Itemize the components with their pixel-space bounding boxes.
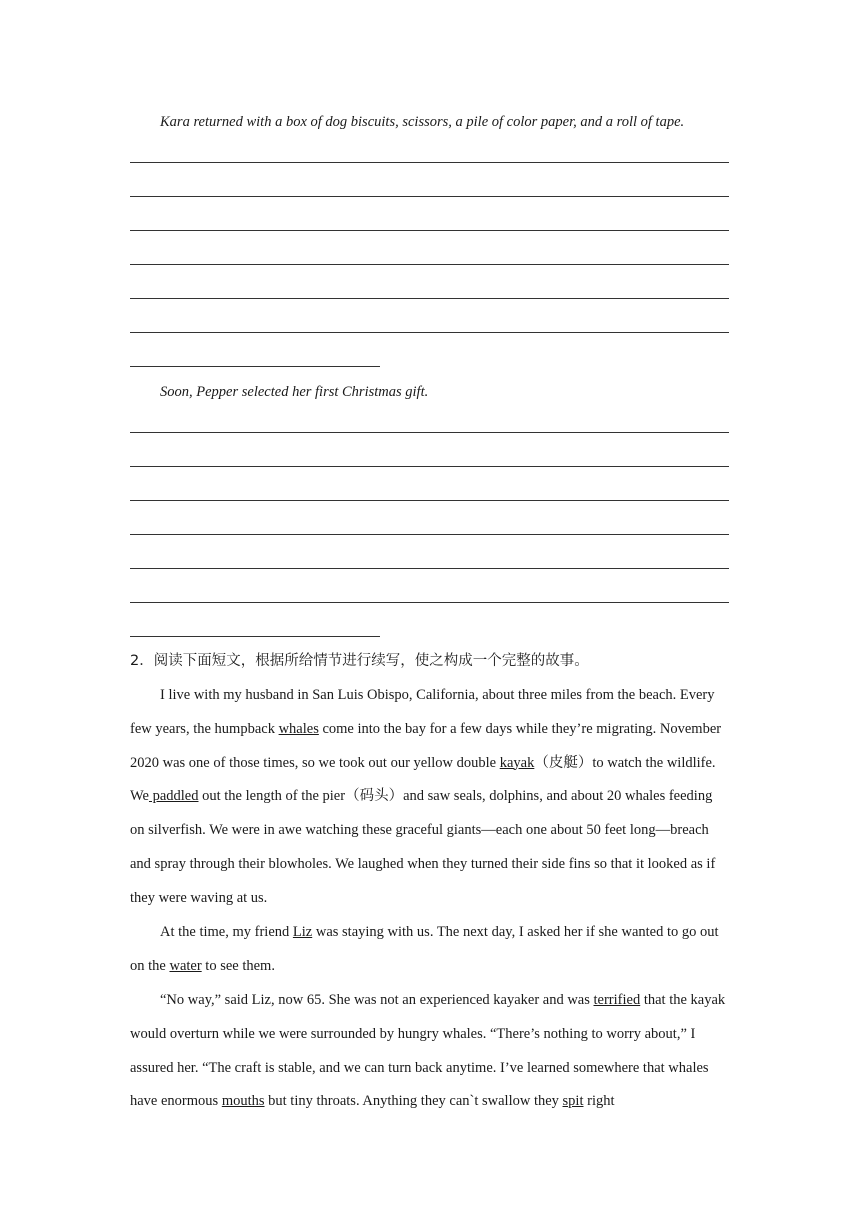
- answer-line: [130, 298, 729, 299]
- underlined-word: mouths: [221, 1093, 265, 1110]
- text-run: but tiny throats. Anything they can`t swallow they: [264, 1093, 563, 1110]
- text-run: （皮艇）to watch the wildlife. We: [130, 754, 716, 805]
- underlined-word: whales: [278, 720, 319, 737]
- answer-line: [130, 432, 729, 433]
- continuation-prompt-1: Kara returned with a box of dog biscuits, scissors, a pile of color paper, and a roll of tape.: [160, 114, 685, 130]
- underlined-word: water: [169, 957, 202, 974]
- answer-line: [130, 332, 729, 333]
- story-paragraph-1: [130, 679, 730, 916]
- story-paragraph-2: [130, 916, 730, 984]
- answer-line: [130, 636, 380, 637]
- underlined-word: paddled: [148, 788, 199, 805]
- answer-line: [130, 196, 729, 197]
- text-run: I live with my husband in San Luis Obispo, California, about three miles from the beach. Every few years, the humpback: [130, 687, 715, 737]
- text-run: “No way,” said Liz, now 65. She was not an experienced kayaker and was: [160, 992, 594, 1008]
- question-heading: 2．阅读下面短文，根据所给情节进行续写，使之构成一个完整的故事。: [130, 653, 589, 669]
- answer-line: [130, 568, 729, 569]
- answer-line: [130, 264, 729, 265]
- answer-line: [130, 534, 729, 535]
- text-run: come into the bay for a few days while they’re migrating. November 2020 was one of those times, so we took out our yellow double: [130, 720, 722, 771]
- continuation-prompt-2: Soon, Pepper selected her first Christmas gift.: [160, 384, 429, 400]
- underlined-word: Liz: [292, 924, 313, 940]
- answer-line: [130, 162, 729, 163]
- answer-line: [130, 500, 729, 501]
- underlined-word: kayak: [499, 754, 535, 771]
- answer-line: [130, 366, 380, 367]
- underlined-word: spit: [562, 1093, 584, 1110]
- underlined-word: terrified: [593, 992, 641, 1008]
- answer-line: [130, 602, 729, 603]
- answer-line: [130, 466, 729, 467]
- answer-line: [130, 230, 729, 231]
- text-run: At the time, my friend: [160, 924, 293, 940]
- text-run: that the kayak would overturn while we were surrounded by hungry whales. “There’s nothing to worry about,” I assured her. “The craft is stable, and we can turn back anytime. I’ve learned somewhere that whales have enormous: [130, 992, 726, 1110]
- text-run: was staying with us. The next day, I asked her if she wanted to go out on the: [130, 924, 719, 974]
- story-paragraph-3: [130, 984, 730, 1119]
- text-run: out the length of the pier（码头）and saw seals, dolphins, and about 20 whales feeding on silverfish. We were in awe watching these graceful giants—each one about 50 feet long—breach and spray through their blowholes. We laughed when they turned their side fins so that it looked as if they were waving at us.: [130, 788, 716, 906]
- text-run: right: [583, 1093, 615, 1110]
- text-run: to see them.: [201, 957, 275, 974]
